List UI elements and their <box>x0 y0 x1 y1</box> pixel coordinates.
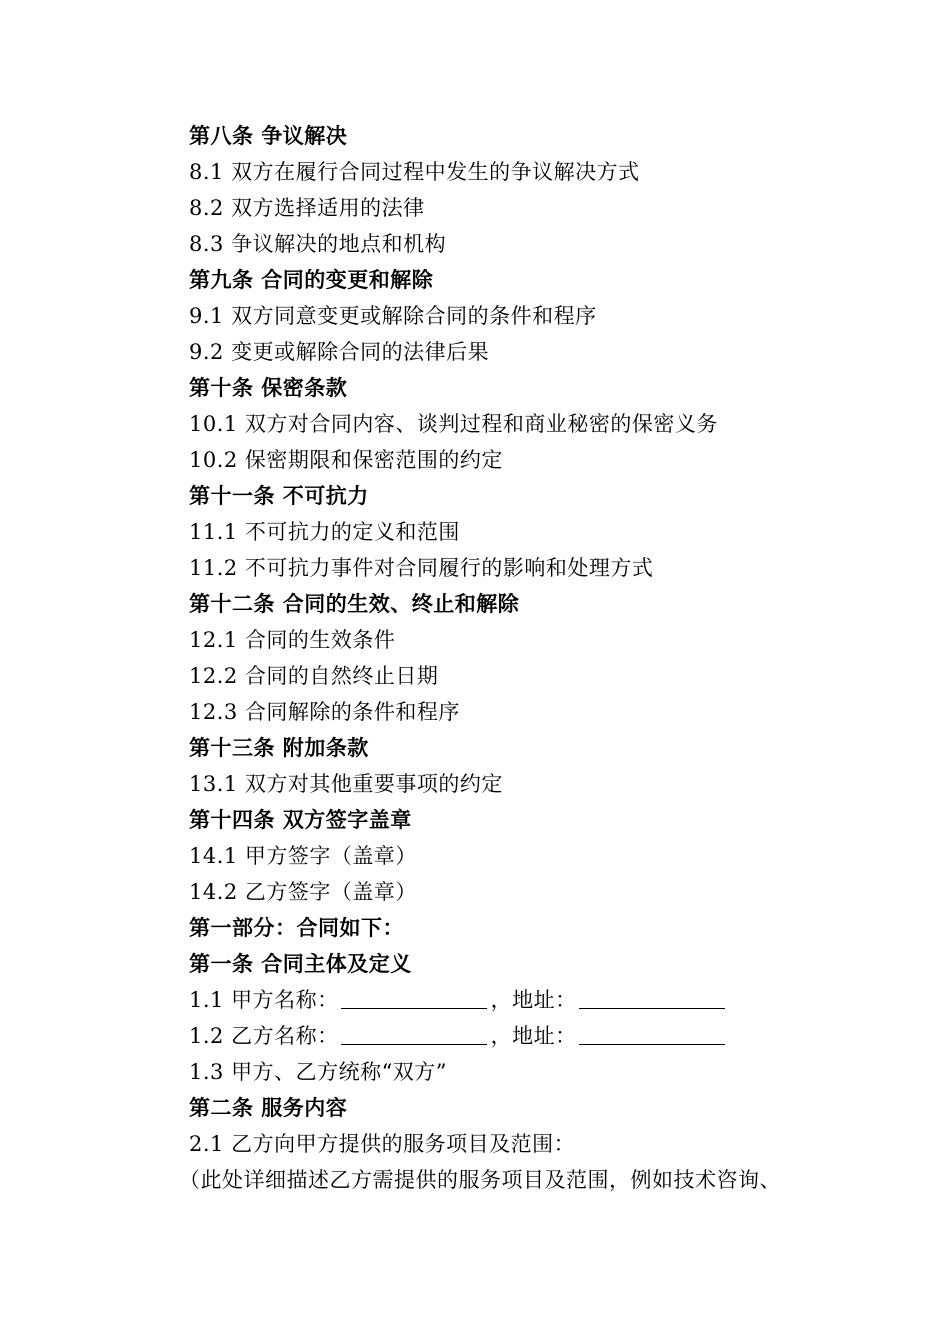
party-b-name-blank[interactable] <box>341 1020 487 1045</box>
clause-8-2: 8.2 双方选择适用的法律 <box>189 196 425 220</box>
article-8-heading: 第八条 争议解决 <box>189 124 348 148</box>
party-a-name-label: 1.1 甲方名称： <box>189 988 339 1012</box>
article-1-heading: 第一条 合同主体及定义 <box>189 952 412 976</box>
clause-2-1: 2.1 乙方向甲方提供的服务项目及范围： <box>189 1132 576 1156</box>
party-b-name-label: 1.2 乙方名称： <box>189 1024 339 1048</box>
clause-1-1 <box>189 982 869 1018</box>
party-a-address-label: ，地址： <box>490 988 577 1012</box>
part-1-heading: 第一部分：合同如下： <box>189 916 404 940</box>
clause-13-1: 13.1 双方对其他重要事项的约定 <box>189 772 503 796</box>
clause-11-2: 11.2 不可抗力事件对合同履行的影响和处理方式 <box>189 556 654 580</box>
article-12-heading: 第十二条 合同的生效、终止和解除 <box>189 592 520 616</box>
contract-body <box>179 118 869 1198</box>
party-b-address-label: ，地址： <box>490 1024 577 1048</box>
clause-14-2: 14.2 乙方签字（盖章） <box>189 880 417 904</box>
clause-11-1: 11.1 不可抗力的定义和范围 <box>189 520 460 544</box>
clause-1-2 <box>189 1018 869 1054</box>
party-a-address-blank[interactable] <box>579 984 725 1009</box>
clause-9-2: 9.2 变更或解除合同的法律后果 <box>189 340 490 364</box>
clause-10-1: 10.1 双方对合同内容、谈判过程和商业秘密的保密义务 <box>189 412 718 436</box>
clause-8-1: 8.1 双方在履行合同过程中发生的争议解决方式 <box>189 160 640 184</box>
party-a-name-blank[interactable] <box>341 984 487 1009</box>
clause-8-3: 8.3 争议解决的地点和机构 <box>189 232 447 256</box>
clause-1-3: 1.3 甲方、乙方统称“双方” <box>189 1060 448 1084</box>
article-11-heading: 第十一条 不可抗力 <box>189 484 369 508</box>
party-b-address-blank[interactable] <box>579 1020 725 1045</box>
clause-12-1: 12.1 合同的生效条件 <box>189 628 396 652</box>
article-14-heading: 第十四条 双方签字盖章 <box>189 808 412 832</box>
article-9-heading: 第九条 合同的变更和解除 <box>189 268 434 292</box>
clause-12-3: 12.3 合同解除的条件和程序 <box>189 700 460 724</box>
article-2-heading: 第二条 服务内容 <box>189 1096 348 1120</box>
clause-9-1: 9.1 双方同意变更或解除合同的条件和程序 <box>189 304 597 328</box>
clause-12-2: 12.2 合同的自然终止日期 <box>189 664 439 688</box>
clause-10-2: 10.2 保密期限和保密范围的约定 <box>189 448 503 472</box>
service-description-note: （此处详细描述乙方需提供的服务项目及范围，例如技术咨询、 <box>179 1168 781 1192</box>
article-10-heading: 第十条 保密条款 <box>189 376 348 400</box>
article-13-heading: 第十三条 附加条款 <box>189 736 369 760</box>
clause-14-1: 14.1 甲方签字（盖章） <box>189 844 417 868</box>
